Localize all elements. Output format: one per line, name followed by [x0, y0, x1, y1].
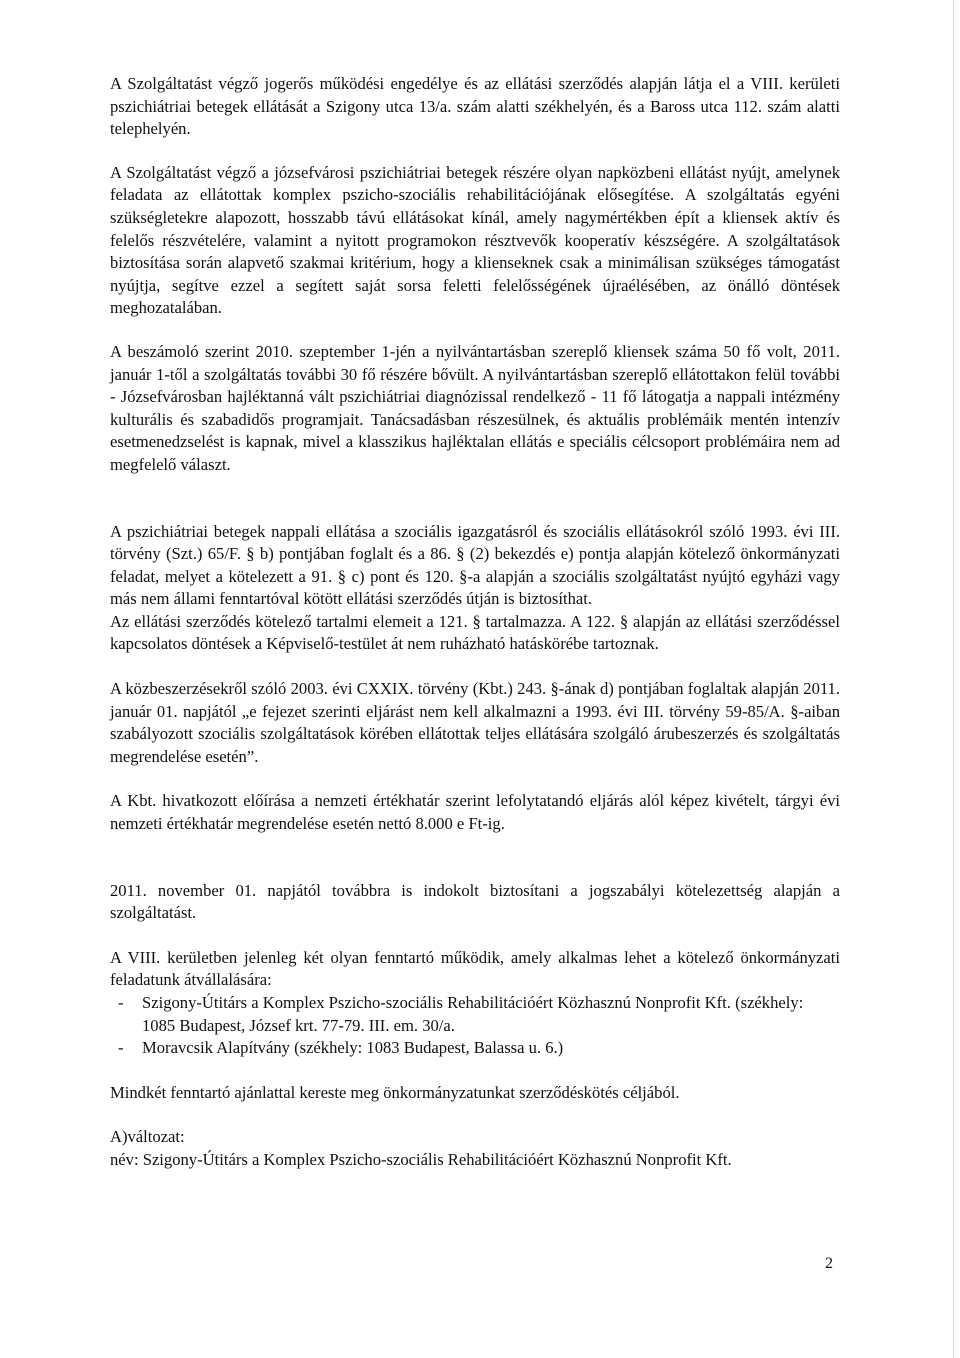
paragraph-ajanlat: Mindkét fenntartó ajánlattal kereste meg önkormányzatunkat szerződéskötés céljából.: [110, 1082, 680, 1102]
fenntarto-list: [110, 992, 840, 1060]
paragraph-ellatasi-szerzodes: Az ellátási szerződés kötelező tartalmi elemeit a 121. § tartalmazza. A 122. § alapján az ellátási szerződéssel kapcsolatos döntések a Képviselő-testület át nem ruházható hatáskörébe tartoznak.: [110, 611, 840, 654]
list-bullet: -: [118, 1038, 124, 1058]
paragraph-jogszabaly: A pszichiátriai betegek nappali ellátása a szociális igazgatásról és szociális ellátásokról szóló 1993. évi III. törvény (Szt.) 65/F. § b) pontjában foglalt és a 86. § (2) bekezdés e) pontja alapján kötelező önkormányzati feladat, melyet a kötelezett a 91. § c) pont és 120. §-a alapján a szociális szolgáltatást nyújtó egyházi vagy más nem állami fenntartóval kötött ellátási szerződés útján is biztosíthat.: [110, 521, 840, 609]
paragraph-kozbeszerzes: A közbeszerzésekről szóló 2003. évi CXXIX. törvény (Kbt.) 243. §-ának d) pontjában foglaltak alapján 2011. január 01. napjától „e fejezet szerinti eljárást nem kell alkalmazni a 1993. évi III. törvény 59-85/A. §-aiban szabályozott szociális szolgáltatások körében ellátottak teljes ellátására szolgáló árubeszerzés és szolgáltatás megrendelése esetén”.: [110, 679, 840, 766]
paragraph-kbt-eloiras: A Kbt. hivatkozott előírása a nemzeti értékhatár szerint lefolytatandó eljárás alól képez kivételt, tárgyi évi nemzeti értékhatár megrendelése esetén nettó 8.000 e Ft-ig.: [110, 791, 840, 834]
paragraph-engedely: A Szolgáltatást végző jogerős működési engedélye és az ellátási szerződés alapján látja el a VIII. kerületi pszichiátriai betegek ellátását a Szigony utca 13/a. szám alatti székhelyén, és a Baross utca 112. szám alatti telephelyén.: [110, 74, 840, 139]
list-item: [110, 1037, 840, 1060]
list-bullet: -: [118, 993, 124, 1012]
list-item-text: Moravcsik Alapítvány (székhely: 1083 Budapest, Balassa u. 6.): [142, 1038, 564, 1058]
document-page: [110, 73, 840, 1172]
scan-edge-divider: [953, 0, 954, 1358]
paragraph-beszamolo: A beszámoló szerint 2010. szeptember 1-jén a nyilvántartásban szereplő kliensek száma 50 fő volt, 2011. január 1-től a szolgáltatás további 30 fő részére bővült. A nyilvántartásban szereplő ellátottakon felül további - Józsefvárosban hajléktanná vált pszichiátriai diagnózissal rendelkező - 11 fő látogatja a nappali intézmény kulturális és szabadidős programjait. Tanácsadásban részesülnek, és aktuális problémáik mentén intenzív esetmenedzselést is kapnak, mivel a klasszikus hajléktalan ellátás e speciális célcsoport problémáira nem ad megfelelő választ.: [110, 341, 840, 474]
list-item-text: Szigony-Útitárs a Komplex Pszicho-szociális Rehabilitációért Közhasznú Nonprofit Kft. (székhely: 1085 Budapest, József krt. 77-79. III. em. 30/a.: [142, 993, 804, 1035]
paragraph-napkozbeni-ellatas: A Szolgáltatást végző a józsefvárosi pszichiátriai betegek részére olyan napközbeni ellátást nyújt, amelynek feladata az ellátottak komplex pszicho-szociális rehabilitációjának elősegítése. A szolgáltatás egyéni szükségletekre alapozott, hosszabb távú ellátásokat kínál, amely nagymértékben épít a kliensek aktív és felelős részvételére, valamint a nyitott programokon résztvevők kooperatív készségére. A szolgáltatások biztosítása során alapvető szakmai kritérium, hogy a klienseknek csak a minimálisan szükséges támogatást nyújtja, segítve ezzel a segített saját sorsa feletti felelősségének újraélésében, az önálló döntések meghozatalában.: [110, 162, 840, 318]
paragraph-biztositas: 2011. november 01. napjától továbbra is indokolt biztosítani a jogszabályi kötelezettség alapján a szolgáltatást.: [110, 880, 840, 923]
variant-name: név: Szigony-Útitárs a Komplex Pszicho-szociális Rehabilitációért Közhasznú Nonprofit Kft.: [110, 1149, 732, 1169]
variant-heading: A)változat:: [110, 1127, 185, 1147]
paragraph-fenntartok: A VIII. kerületben jelenleg két olyan fenntartó működik, amely alkalmas lehet a kötelező önkormányzati feladatunk átvállalására:: [110, 947, 840, 990]
list-item: [110, 992, 840, 1037]
page-number: 2: [825, 1255, 833, 1272]
